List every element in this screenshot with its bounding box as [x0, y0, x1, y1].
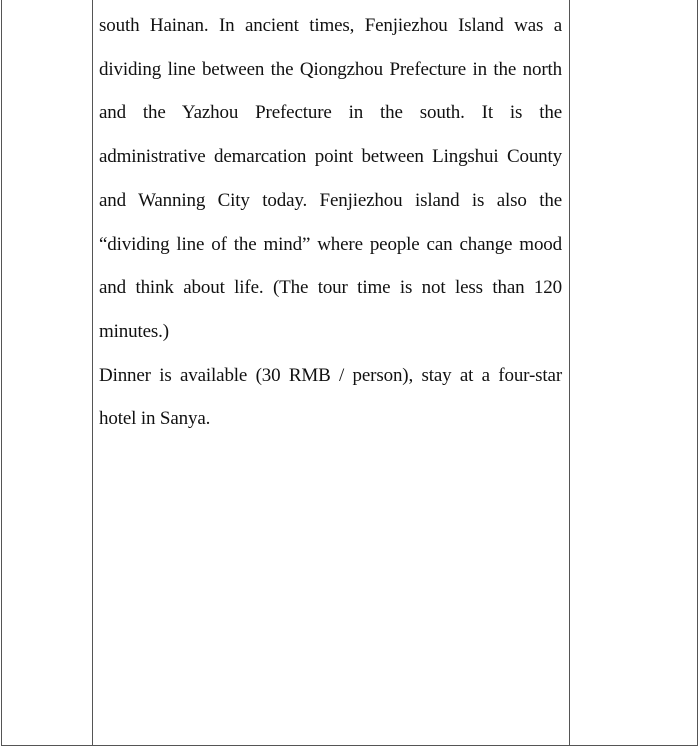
itinerary-description-cell	[99, 4, 562, 441]
dinner-hotel-paragraph: Dinner is available (30 RMB / person), stay at a four-star hotel in Sanya.	[99, 364, 562, 430]
table-column-divider-left	[92, 0, 93, 745]
table-column-divider-right	[569, 0, 570, 745]
description-paragraph: south Hainan. In ancient times, Fenjiezhou Island was a dividing line between the Qiongzhou Prefecture in the north and the Yazhou Prefecture in the south. It is the administrative demarcation point between Lingshui County and Wanning City today. Fenjiezhou island is also the “dividing line of the mind” where people can change mood and think about life. (The tour time is not less than 120 minutes.)	[99, 15, 562, 342]
